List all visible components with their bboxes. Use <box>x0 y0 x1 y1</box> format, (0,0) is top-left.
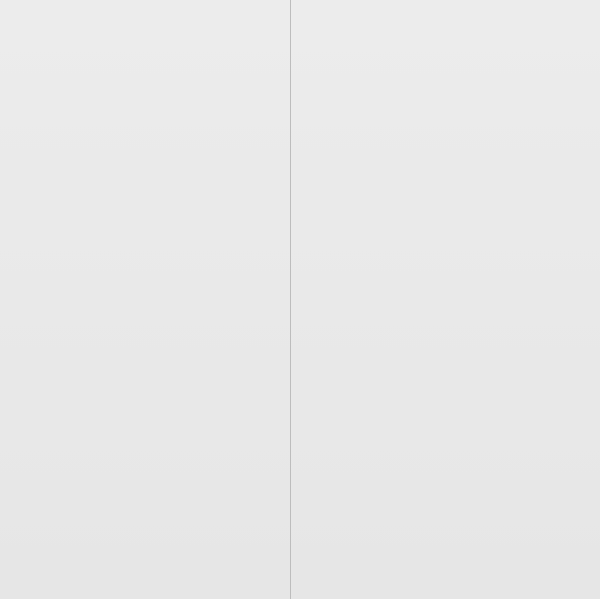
column-divider <box>290 0 291 599</box>
